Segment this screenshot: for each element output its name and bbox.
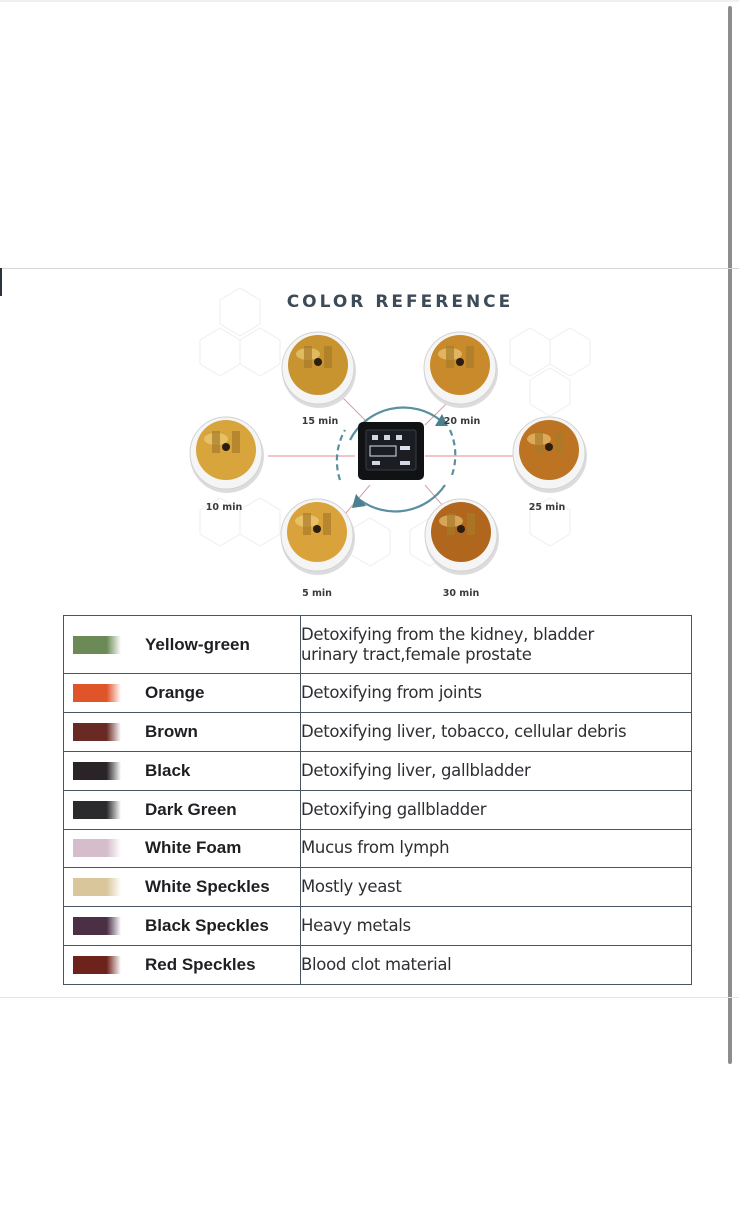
- description-cell: [301, 829, 692, 868]
- basin-part: [446, 346, 454, 368]
- color-cell: [64, 946, 301, 985]
- color-cell: [64, 751, 301, 790]
- table-row: [64, 790, 692, 829]
- basin-part: [535, 431, 543, 453]
- basin-part: [314, 358, 322, 366]
- color-name: Brown: [145, 721, 198, 741]
- color-swatch: [73, 636, 121, 654]
- color-cell: [64, 868, 301, 907]
- description-line: Blood clot material: [301, 955, 452, 975]
- basin-4: [513, 417, 587, 513]
- basin-part: [456, 358, 464, 366]
- description-cell: [301, 790, 692, 829]
- color-cell: [64, 713, 301, 752]
- description-cell: [301, 751, 692, 790]
- left-marker: [0, 268, 2, 296]
- description-line: Detoxifying liver, tobacco, cellular debris: [301, 721, 627, 741]
- basin-0: [281, 499, 355, 599]
- color-swatch: [73, 723, 121, 741]
- description-line: Detoxifying liver, gallbladder: [301, 760, 531, 780]
- color-cell: [64, 616, 301, 674]
- basin-time-label: 30 min: [442, 588, 480, 599]
- color-name: Black Speckles: [145, 916, 269, 936]
- color-swatch: [73, 878, 121, 896]
- description-cell: [301, 946, 692, 985]
- table-row: [64, 713, 692, 752]
- scrollbar[interactable]: [728, 6, 732, 1064]
- color-reference-table: [63, 615, 692, 985]
- description-line: Heavy metals: [301, 916, 411, 936]
- basin-time-label: 20 min: [443, 416, 481, 427]
- figure-title: COLOR REFERENCE: [286, 292, 514, 312]
- basin-time-label: 15 min: [301, 416, 339, 427]
- description-line: Detoxifying gallbladder: [301, 799, 487, 819]
- basin-part: [304, 346, 312, 368]
- description-line: urinary tract,female prostate: [301, 644, 532, 664]
- basin-part: [313, 525, 321, 533]
- color-name: Dark Green: [145, 799, 237, 819]
- color-name: White Foam: [145, 838, 242, 858]
- color-name: Black: [145, 760, 191, 780]
- color-swatch: [73, 956, 121, 974]
- table-row: [64, 674, 692, 713]
- color-cell: [64, 829, 301, 868]
- basin-2: [282, 332, 356, 427]
- basin-part: [212, 431, 220, 453]
- color-swatch: [73, 684, 121, 702]
- color-cell: [64, 790, 301, 829]
- table-row: [64, 868, 692, 907]
- color-name: Yellow-green: [145, 634, 250, 654]
- color-swatch: [73, 839, 121, 857]
- basin-3: [424, 332, 498, 427]
- color-name: White Speckles: [145, 877, 270, 897]
- description-line: Mostly yeast: [301, 877, 402, 897]
- color-swatch: [73, 917, 121, 935]
- color-reference-figure: [180, 280, 620, 602]
- description-line: Detoxifying from the kidney, bladder: [301, 624, 595, 644]
- basin-5: [425, 499, 499, 599]
- divider-bottom: [0, 997, 739, 998]
- color-name: Orange: [145, 683, 205, 703]
- basin-part: [324, 346, 332, 368]
- description-cell: [301, 907, 692, 946]
- top-edge: [0, 0, 739, 2]
- table-row: [64, 751, 692, 790]
- basin-part: [555, 431, 563, 453]
- table-row: [64, 829, 692, 868]
- basin-part: [457, 525, 465, 533]
- basin-part: [447, 513, 455, 535]
- color-cell: [64, 907, 301, 946]
- basin-part: [303, 513, 311, 535]
- description-cell: [301, 713, 692, 752]
- color-swatch: [73, 762, 121, 780]
- figure-graphic: [180, 280, 620, 602]
- device-display: [358, 422, 424, 480]
- basin-part: [232, 431, 240, 453]
- basin-time-label: 25 min: [528, 502, 566, 513]
- basin-part: [466, 346, 474, 368]
- basin-time-label: 5 min: [302, 588, 332, 599]
- divider-top: [0, 268, 739, 269]
- color-swatch: [73, 801, 121, 819]
- basin-part: [323, 513, 331, 535]
- color-name: Red Speckles: [145, 955, 256, 975]
- basin-part: [545, 443, 553, 451]
- table-row: [64, 616, 692, 674]
- basin-time-label: 10 min: [205, 502, 243, 513]
- description-cell: [301, 868, 692, 907]
- basin-1: [190, 417, 264, 513]
- basin-part: [222, 443, 230, 451]
- basin-part: [467, 513, 475, 535]
- table-row: [64, 946, 692, 985]
- description-line: Detoxifying from joints: [301, 683, 482, 703]
- color-cell: [64, 674, 301, 713]
- description-cell: [301, 674, 692, 713]
- description-line: Mucus from lymph: [301, 838, 450, 858]
- table-row: [64, 907, 692, 946]
- description-cell: [301, 616, 692, 674]
